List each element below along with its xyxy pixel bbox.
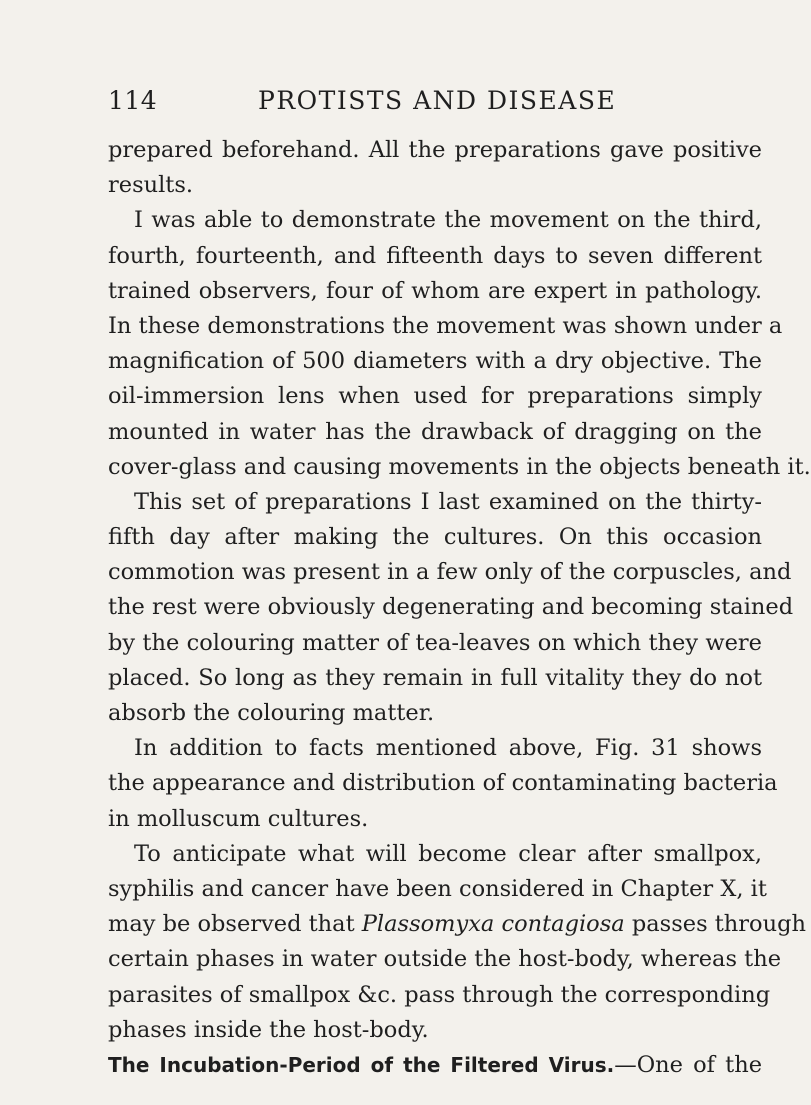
text-line: commotion was present in a few only of the corpuscles, and	[108, 559, 792, 586]
text-run: —One of the	[614, 1051, 763, 1078]
text-run: may be observed that	[108, 911, 355, 938]
text-line: the rest were obviously degenerating and becoming stained	[108, 594, 794, 621]
text-line: results.	[108, 172, 194, 199]
text-line-with-species-name	[108, 907, 806, 942]
paragraph-first-line: I was able to demonstrate the movement on the third,	[134, 207, 762, 234]
paragraph-first-line: To anticipate what will become clear after smallpox,	[134, 840, 762, 867]
section-heading: The Incubation-Period of the Filtered Virus.	[108, 1052, 615, 1077]
text-line: the appearance and distribution of contaminating bacteria	[108, 770, 778, 797]
paragraph-first-line: In addition to facts mentioned above, Fig. 31 shows	[134, 735, 762, 762]
text-line: by the colouring matter of tea-leaves on which they were	[108, 629, 762, 656]
text-line: fourth, fourteenth, and fifteenth days to seven different	[108, 242, 762, 269]
running-head	[108, 86, 758, 126]
body-text	[108, 133, 811, 1083]
text-run: passes through	[631, 911, 806, 938]
running-title: PROTISTS AND DISEASE	[258, 86, 617, 115]
text-line: absorb the colouring matter.	[108, 700, 435, 726]
text-line: trained observers, four of whom are expert in pathology.	[108, 277, 762, 304]
text-line: certain phases in water outside the host-body, whereas the	[108, 946, 782, 973]
text-line: parasites of smallpox &c. pass through the corresponding	[108, 981, 771, 1008]
species-name: Plassomyxa contagiosa	[361, 911, 625, 938]
text-line: mounted in water has the drawback of dragging on the	[108, 418, 762, 445]
text-line: syphilis and cancer have been considered in Chapter X, it	[108, 875, 767, 902]
text-line: in molluscum cultures.	[108, 805, 369, 832]
text-line: cover-glass and causing movements in the objects beneath it.	[108, 453, 811, 480]
text-line: placed. So long as they remain in full vitality they do not	[108, 664, 762, 691]
section-heading-line	[108, 1048, 762, 1083]
text-line: prepared beforehand. All the preparations gave positive	[108, 137, 762, 163]
text-line: phases inside the host-body.	[108, 1016, 429, 1043]
text-line: In these demonstrations the movement was shown under a	[108, 312, 783, 339]
text-line: magnification of 500 diameters with a dry objective. The	[108, 348, 762, 375]
text-line: fifth day after making the cultures. On this occasion	[108, 524, 762, 551]
paragraph-first-line: This set of preparations I last examined on the thirty-	[134, 488, 762, 515]
text-line: oil-immersion lens when used for preparations simply	[108, 383, 762, 410]
page-number: 114	[108, 86, 158, 115]
